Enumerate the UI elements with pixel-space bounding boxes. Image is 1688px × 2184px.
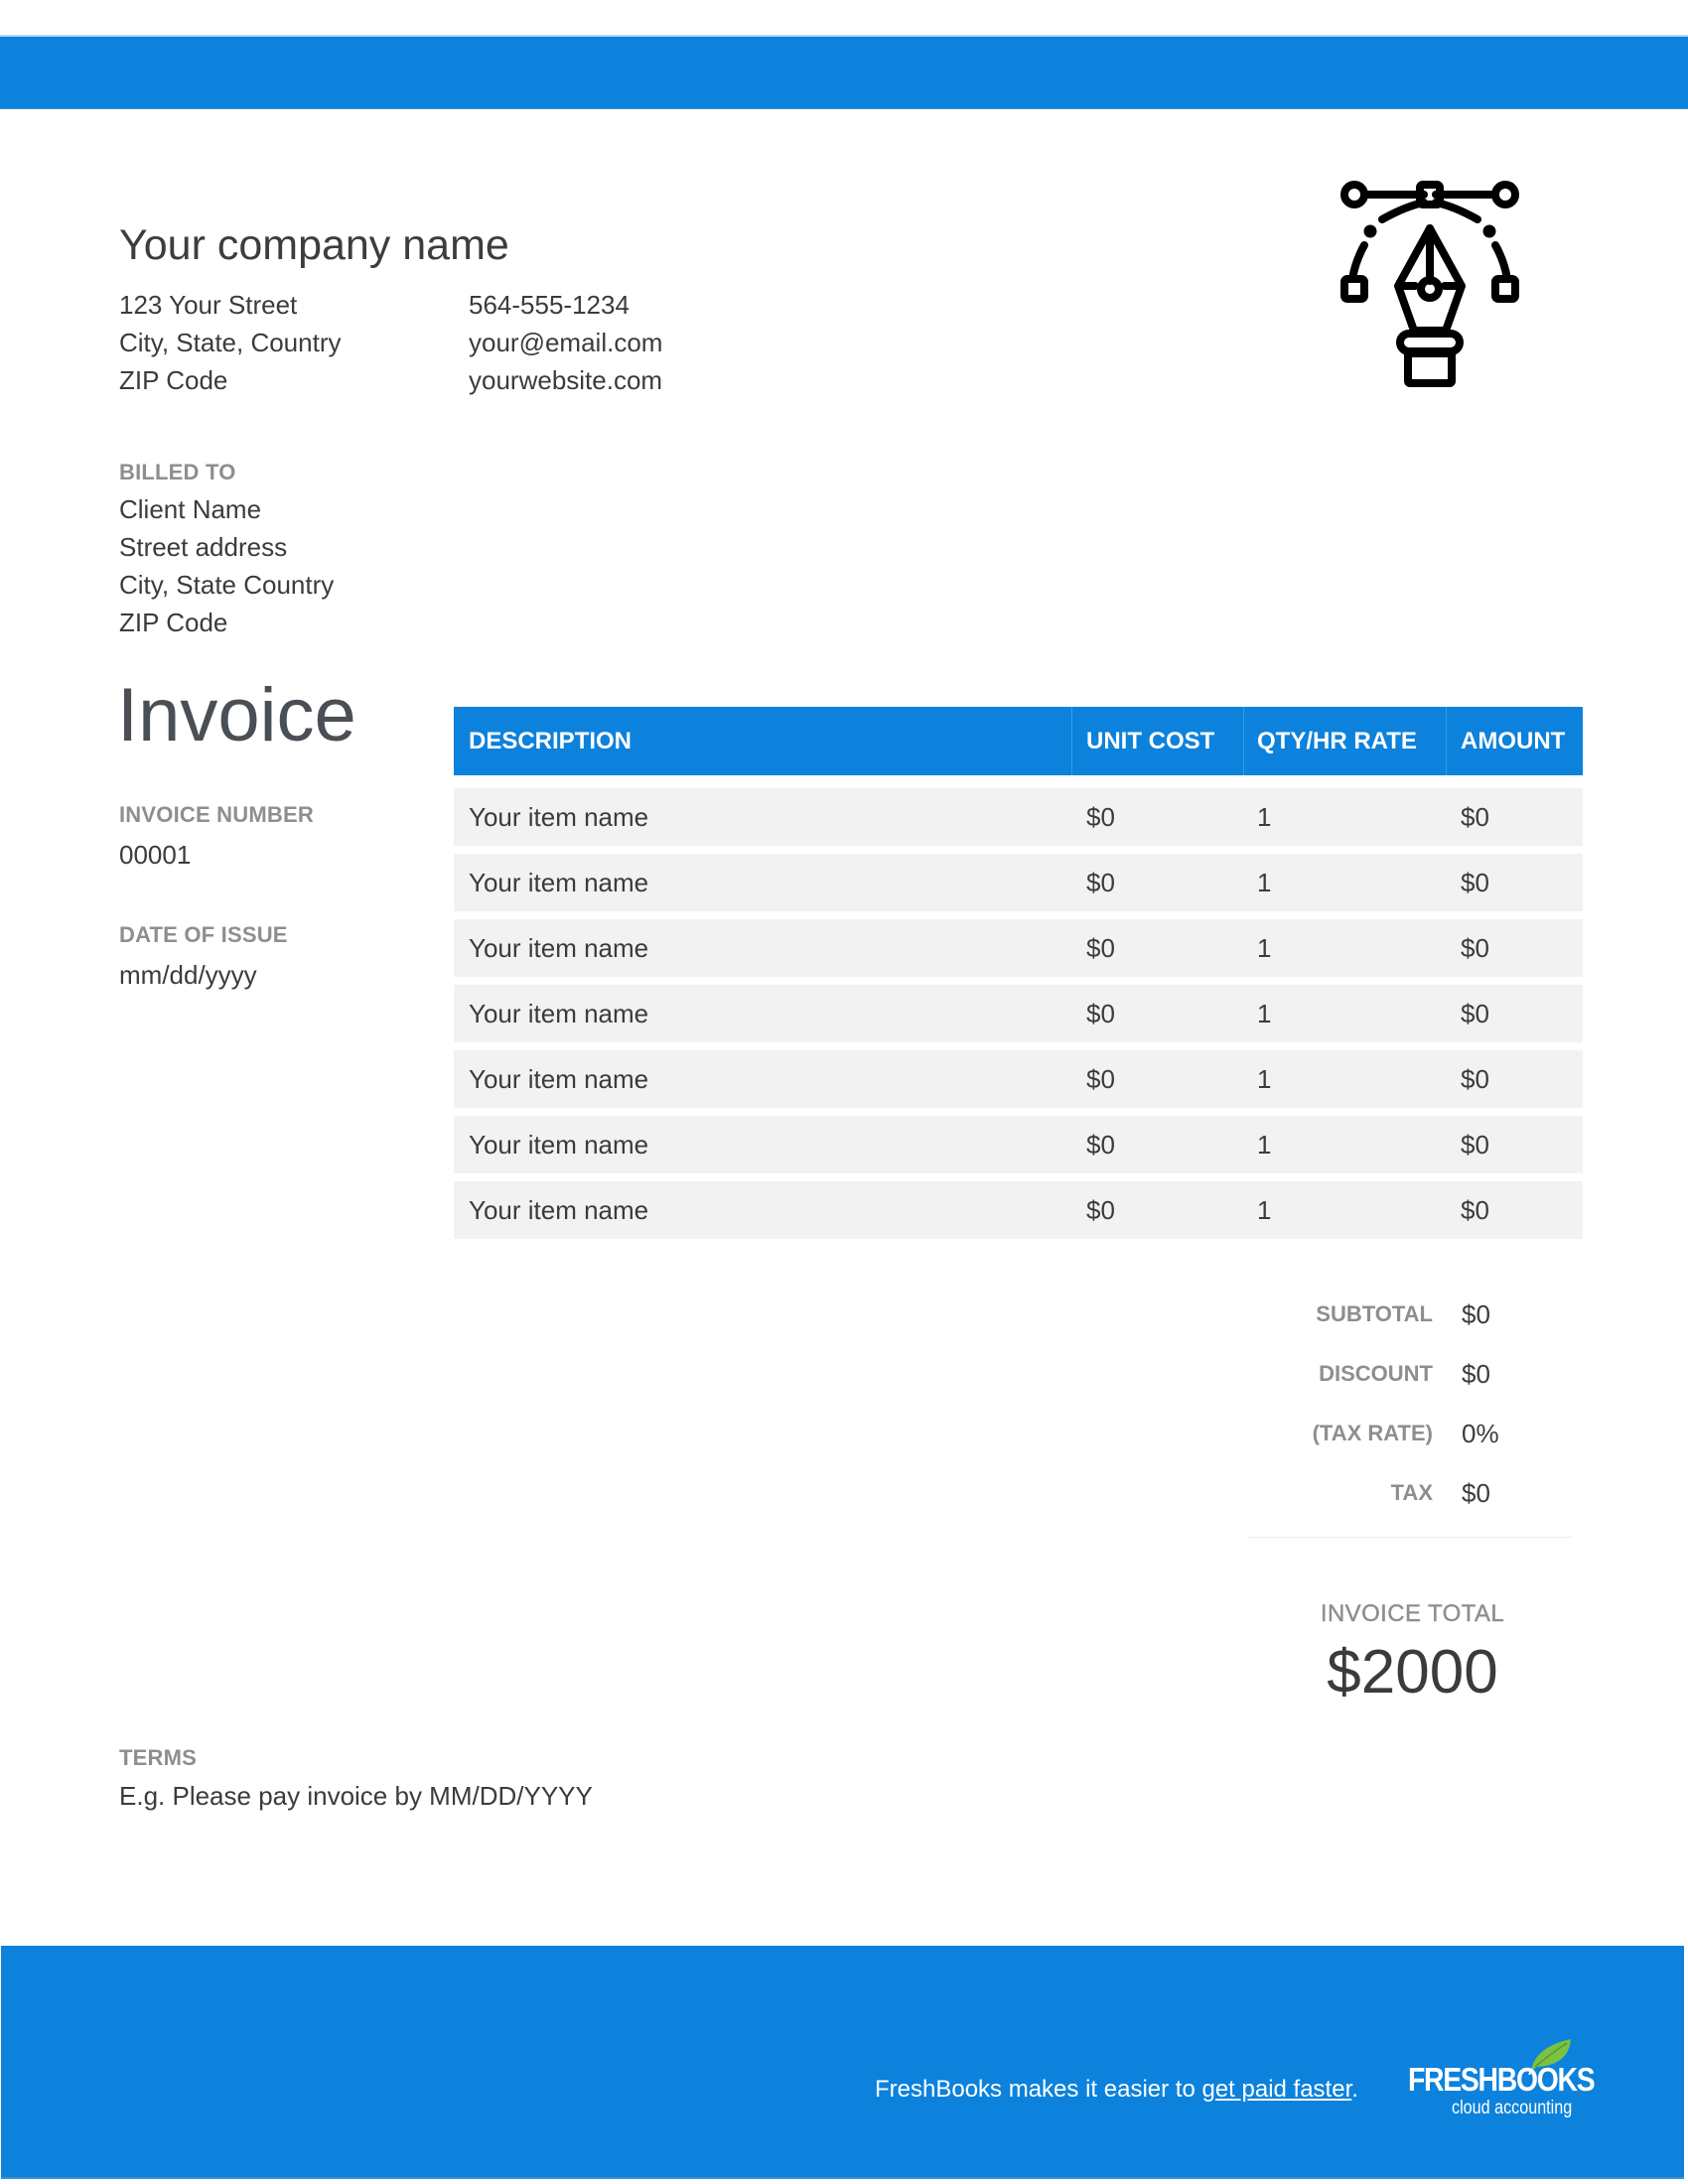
table-row xyxy=(454,788,1583,846)
client-zip: ZIP Code xyxy=(119,608,228,637)
tax-rate-value: 0% xyxy=(1462,1419,1499,1448)
column-header-qty: QTY/HR RATE xyxy=(1257,728,1417,754)
item-unit-cost: $0 xyxy=(1086,933,1115,963)
tax-rate-label: (TAX RATE) xyxy=(1312,1421,1433,1445)
item-amount: $0 xyxy=(1461,999,1489,1028)
company-name: Your company name xyxy=(119,221,509,269)
item-amount: $0 xyxy=(1461,868,1489,897)
company-address-line: City, State, Country xyxy=(119,328,342,357)
subtotal-row xyxy=(1241,1296,1579,1355)
table-header xyxy=(454,707,1583,775)
footer-tagline xyxy=(875,2075,1358,2105)
table-row xyxy=(454,1181,1583,1239)
client-city: City, State Country xyxy=(119,570,335,600)
freshbooks-logo-subtitle: cloud accounting xyxy=(1452,2098,1573,2118)
item-amount: $0 xyxy=(1461,1195,1489,1225)
item-qty: 1 xyxy=(1257,999,1272,1028)
client-name: Client Name xyxy=(119,494,262,524)
discount-value: $0 xyxy=(1462,1359,1490,1389)
billed-to-label: BILLED TO xyxy=(119,460,236,484)
invoice-number-value: 00001 xyxy=(119,840,192,870)
billed-to-block xyxy=(119,490,334,641)
table-row xyxy=(454,919,1583,977)
item-amount: $0 xyxy=(1461,1130,1489,1160)
table-row xyxy=(454,854,1583,911)
invoice-number-label: INVOICE NUMBER xyxy=(119,802,314,827)
page-title: Invoice xyxy=(117,673,356,757)
tax-rate-row xyxy=(1241,1415,1579,1474)
table-row xyxy=(454,985,1583,1042)
item-qty: 1 xyxy=(1257,802,1272,832)
subtotal-value: $0 xyxy=(1462,1299,1490,1329)
tagline-text: FreshBooks makes it easier to xyxy=(875,2076,1202,2103)
table-row xyxy=(454,1050,1583,1108)
table-row xyxy=(454,1116,1583,1173)
company-website: yourwebsite.com xyxy=(469,365,663,395)
company-address-line: 123 Your Street xyxy=(119,290,298,320)
pen-tool-bezier-icon xyxy=(1331,177,1569,415)
company-email: your@email.com xyxy=(469,328,663,357)
item-qty: 1 xyxy=(1257,1130,1272,1160)
freshbooks-logo[interactable]: FRESHBOOKS xyxy=(1408,2061,1595,2098)
invoice-total-value: $2000 xyxy=(1327,1638,1498,1706)
item-qty: 1 xyxy=(1257,1195,1272,1225)
item-qty: 1 xyxy=(1257,1064,1272,1094)
item-qty: 1 xyxy=(1257,933,1272,963)
totals-block xyxy=(1241,1296,1579,1534)
item-description: Your item name xyxy=(469,1195,649,1225)
date-of-issue-label: DATE OF ISSUE xyxy=(119,922,288,947)
item-amount: $0 xyxy=(1461,1064,1489,1094)
item-unit-cost: $0 xyxy=(1086,802,1115,832)
invoice-total-label: INVOICE TOTAL xyxy=(1320,1600,1505,1627)
column-header-unit-cost: UNIT COST xyxy=(1086,728,1215,754)
terms-label: TERMS xyxy=(119,1745,197,1770)
item-unit-cost: $0 xyxy=(1086,1064,1115,1094)
tax-value: $0 xyxy=(1462,1478,1490,1508)
item-qty: 1 xyxy=(1257,868,1272,897)
tagline-period: . xyxy=(1351,2076,1358,2103)
company-address-line: ZIP Code xyxy=(119,365,228,395)
date-of-issue-value: mm/dd/yyyy xyxy=(119,960,257,990)
column-header-amount: AMOUNT xyxy=(1461,728,1566,754)
item-description: Your item name xyxy=(469,1064,649,1094)
company-phone: 564-555-1234 xyxy=(469,290,630,320)
company-address xyxy=(119,286,342,399)
tax-row xyxy=(1241,1474,1579,1534)
column-divider xyxy=(1071,707,1072,775)
line-items-table xyxy=(454,707,1583,1247)
column-divider xyxy=(1243,707,1244,775)
item-description: Your item name xyxy=(469,802,649,832)
item-unit-cost: $0 xyxy=(1086,868,1115,897)
item-description: Your item name xyxy=(469,933,649,963)
table-body xyxy=(454,788,1583,1239)
item-unit-cost: $0 xyxy=(1086,1130,1115,1160)
item-description: Your item name xyxy=(469,999,649,1028)
discount-label: DISCOUNT xyxy=(1319,1361,1433,1386)
tax-label: TAX xyxy=(1390,1480,1433,1505)
item-unit-cost: $0 xyxy=(1086,1195,1115,1225)
totals-divider xyxy=(1247,1537,1572,1538)
header-bar xyxy=(0,37,1688,109)
subtotal-label: SUBTOTAL xyxy=(1316,1301,1433,1326)
item-description: Your item name xyxy=(469,1130,649,1160)
item-description: Your item name xyxy=(469,868,649,897)
terms-value: E.g. Please pay invoice by MM/DD/YYYY xyxy=(119,1781,593,1811)
column-header-description: DESCRIPTION xyxy=(469,728,633,754)
get-paid-faster-link[interactable]: get paid faster xyxy=(1201,2076,1352,2103)
client-street: Street address xyxy=(119,532,288,562)
discount-row xyxy=(1241,1355,1579,1415)
item-amount: $0 xyxy=(1461,933,1489,963)
column-divider xyxy=(1446,707,1447,775)
item-amount: $0 xyxy=(1461,802,1489,832)
item-unit-cost: $0 xyxy=(1086,999,1115,1028)
company-contact xyxy=(469,286,662,399)
